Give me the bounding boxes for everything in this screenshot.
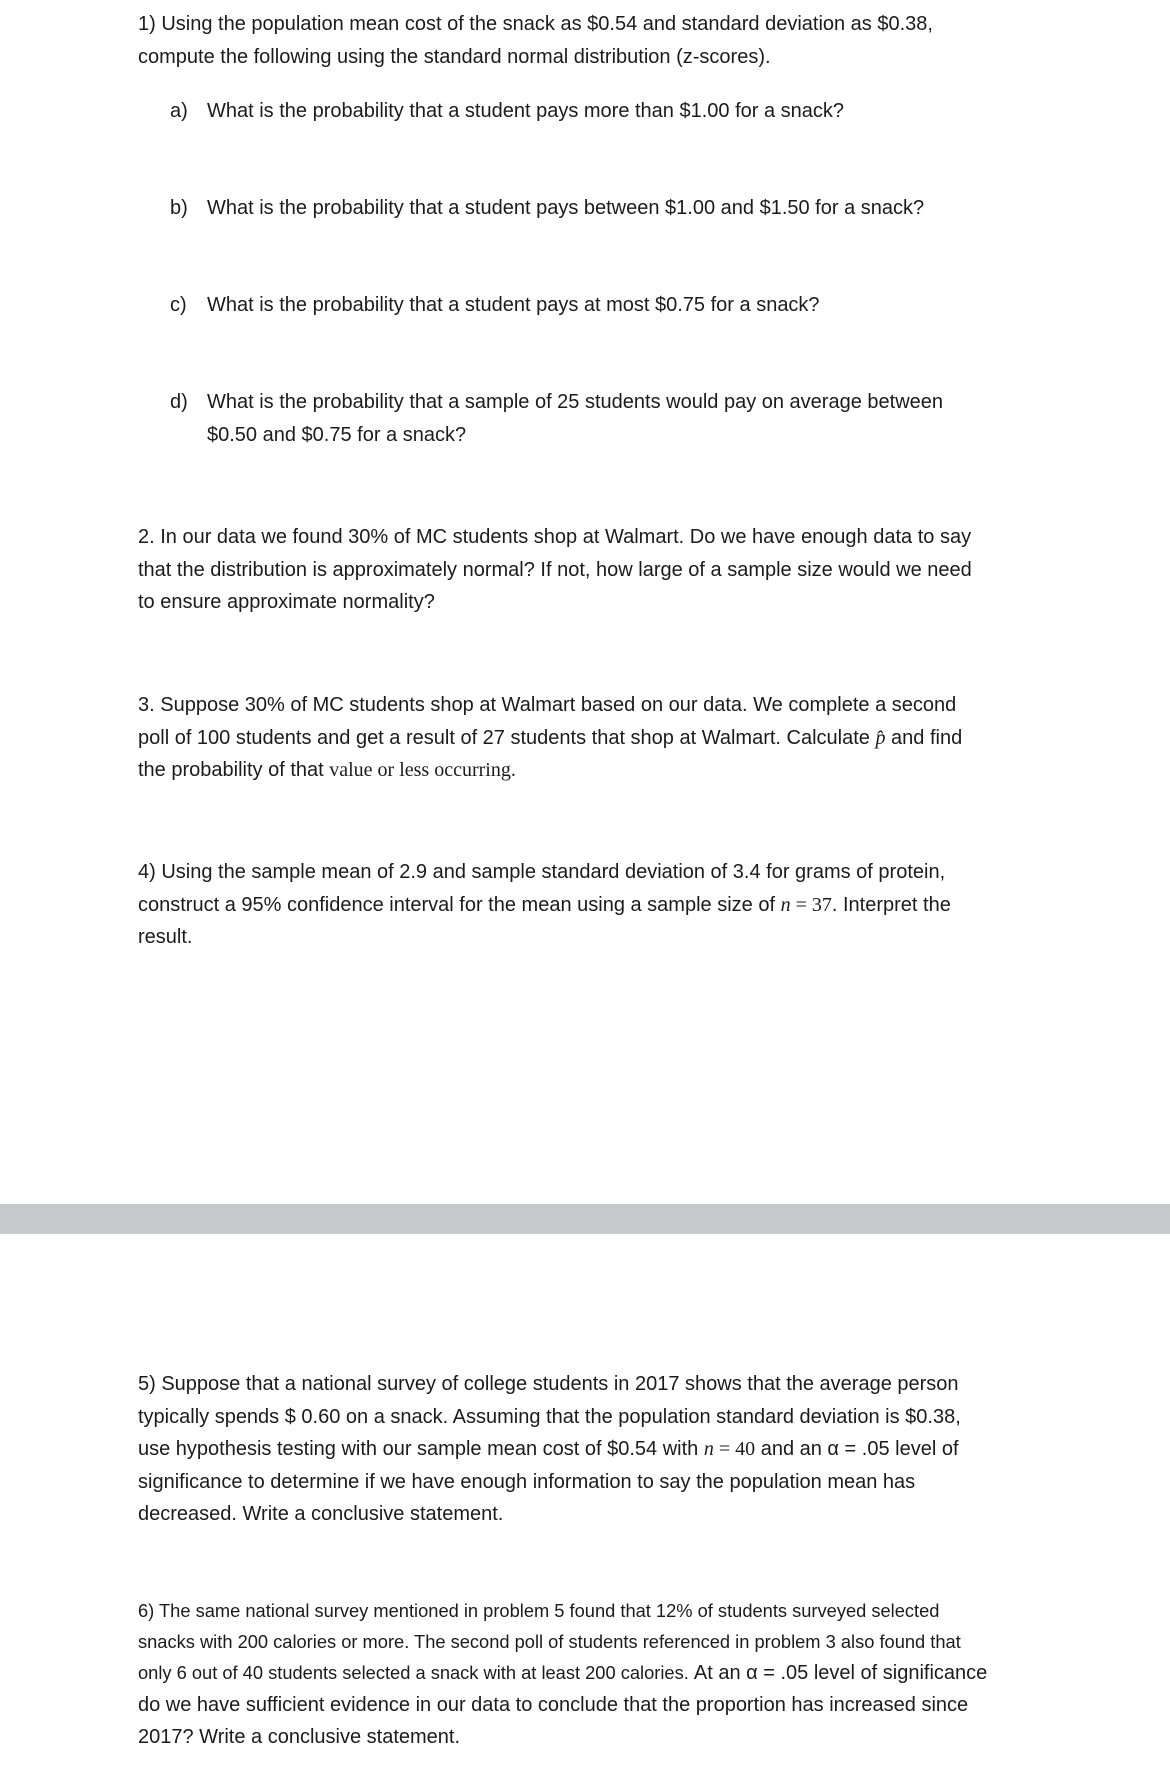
page-separator	[0, 1204, 1170, 1234]
question-1c-text: What is the probability that a student pays at most $0.75 for a snack?	[207, 294, 820, 316]
sample-size-value: = 37	[790, 893, 832, 916]
question-6-line-3b: At an α = .05 level of significance	[693, 1662, 988, 1684]
question-6-line-2: snacks with 200 calories or more. The second poll of students referenced in problem 3 also found that	[138, 1631, 961, 1652]
question-1c	[170, 289, 1050, 322]
question-6-line-5: 2017? Write a conclusive statement.	[138, 1726, 461, 1748]
question-1c-label: c)	[170, 294, 187, 316]
question-1a	[170, 95, 1050, 128]
document-page-2	[0, 1234, 1170, 1783]
question-1d-text-line-1: What is the probability that a sample of 25 students would pay on average between	[207, 391, 944, 413]
question-1b	[170, 192, 1050, 225]
question-5-line-3a: use hypothesis testing with our sample mean cost of $0.54 with	[138, 1438, 704, 1460]
question-1a-label: a)	[170, 100, 188, 122]
question-4	[138, 856, 951, 954]
question-4-line-2b: . Interpret the	[831, 893, 951, 916]
question-4-line-1: 4) Using the sample mean of 2.9 and sample standard deviation of 3.4 for grams of protein,	[138, 861, 946, 883]
question-1d	[170, 386, 1050, 451]
question-1b-label: b)	[170, 197, 188, 219]
question-3-line-2b: and find	[885, 726, 963, 749]
question-6-line-4: do we have sufficient evidence in our data to conclude that the proportion has increased since	[138, 1694, 969, 1716]
question-6-line-1: 6) The same national survey mentioned in problem 5 found that 12% of students surveyed selected	[138, 1600, 940, 1621]
question-5-line-5: decreased. Write a conclusive statement.	[138, 1503, 504, 1525]
question-4-line-3: result.	[138, 926, 193, 948]
question-3	[138, 689, 962, 787]
question-3-line-3b: value or less occurring.	[329, 759, 516, 781]
question-2	[138, 521, 972, 619]
sample-size-symbol: n	[780, 893, 791, 916]
question-2-line-3: to ensure approximate normality?	[138, 591, 435, 613]
question-3-line-1: 3. Suppose 30% of MC students shop at Walmart based on our data. We complete a second	[138, 694, 957, 716]
sample-size-symbol: n	[703, 1438, 714, 1460]
question-1a-text: What is the probability that a student pays more than $1.00 for a snack?	[207, 100, 845, 122]
question-5-line-4: significance to determine if we have enough information to say the population mean has	[138, 1470, 916, 1493]
question-1-line-1: 1) Using the population mean cost of the snack as $0.54 and standard deviation as $0.38,	[138, 13, 933, 35]
question-6	[138, 1595, 1148, 1753]
question-6-line-3a: only 6 out of 40 students selected a snack with at least 200 calories.	[138, 1662, 694, 1683]
question-5-line-2: typically spends $ 0.60 on a snack. Assuming that the population standard deviation is $0.38,	[138, 1405, 961, 1428]
question-1	[138, 8, 933, 73]
question-5-line-3b: and an α = .05 level of	[755, 1438, 959, 1460]
question-1d-label: d)	[170, 391, 188, 413]
question-2-line-2: that the distribution is approximately normal? If not, how large of a sample size would we need	[138, 558, 972, 581]
question-4-line-2a: construct a 95% confidence interval for the mean using a sample size of	[138, 893, 781, 916]
sample-size-value: = 40	[713, 1438, 756, 1460]
question-1b-text: What is the probability that a student pays between $1.00 and $1.50 for a snack?	[207, 197, 925, 219]
question-2-line-1: 2. In our data we found 30% of MC students shop at Walmart. Do we have enough data to say	[138, 526, 972, 548]
question-1-line-2: compute the following using the standard normal distribution (z-scores).	[138, 45, 771, 68]
question-5	[138, 1368, 961, 1531]
question-5-line-1: 5) Suppose that a national survey of college students in 2017 shows that the average person	[138, 1373, 959, 1395]
question-3-line-3a: the probability of that	[138, 759, 330, 781]
question-1d-text-line-2: $0.50 and $0.75 for a snack?	[207, 423, 467, 446]
p-hat-symbol: p̂	[875, 726, 886, 749]
question-3-line-2a: poll of 100 students and get a result of 27 students that shop at Walmart. Calculate	[138, 726, 876, 749]
